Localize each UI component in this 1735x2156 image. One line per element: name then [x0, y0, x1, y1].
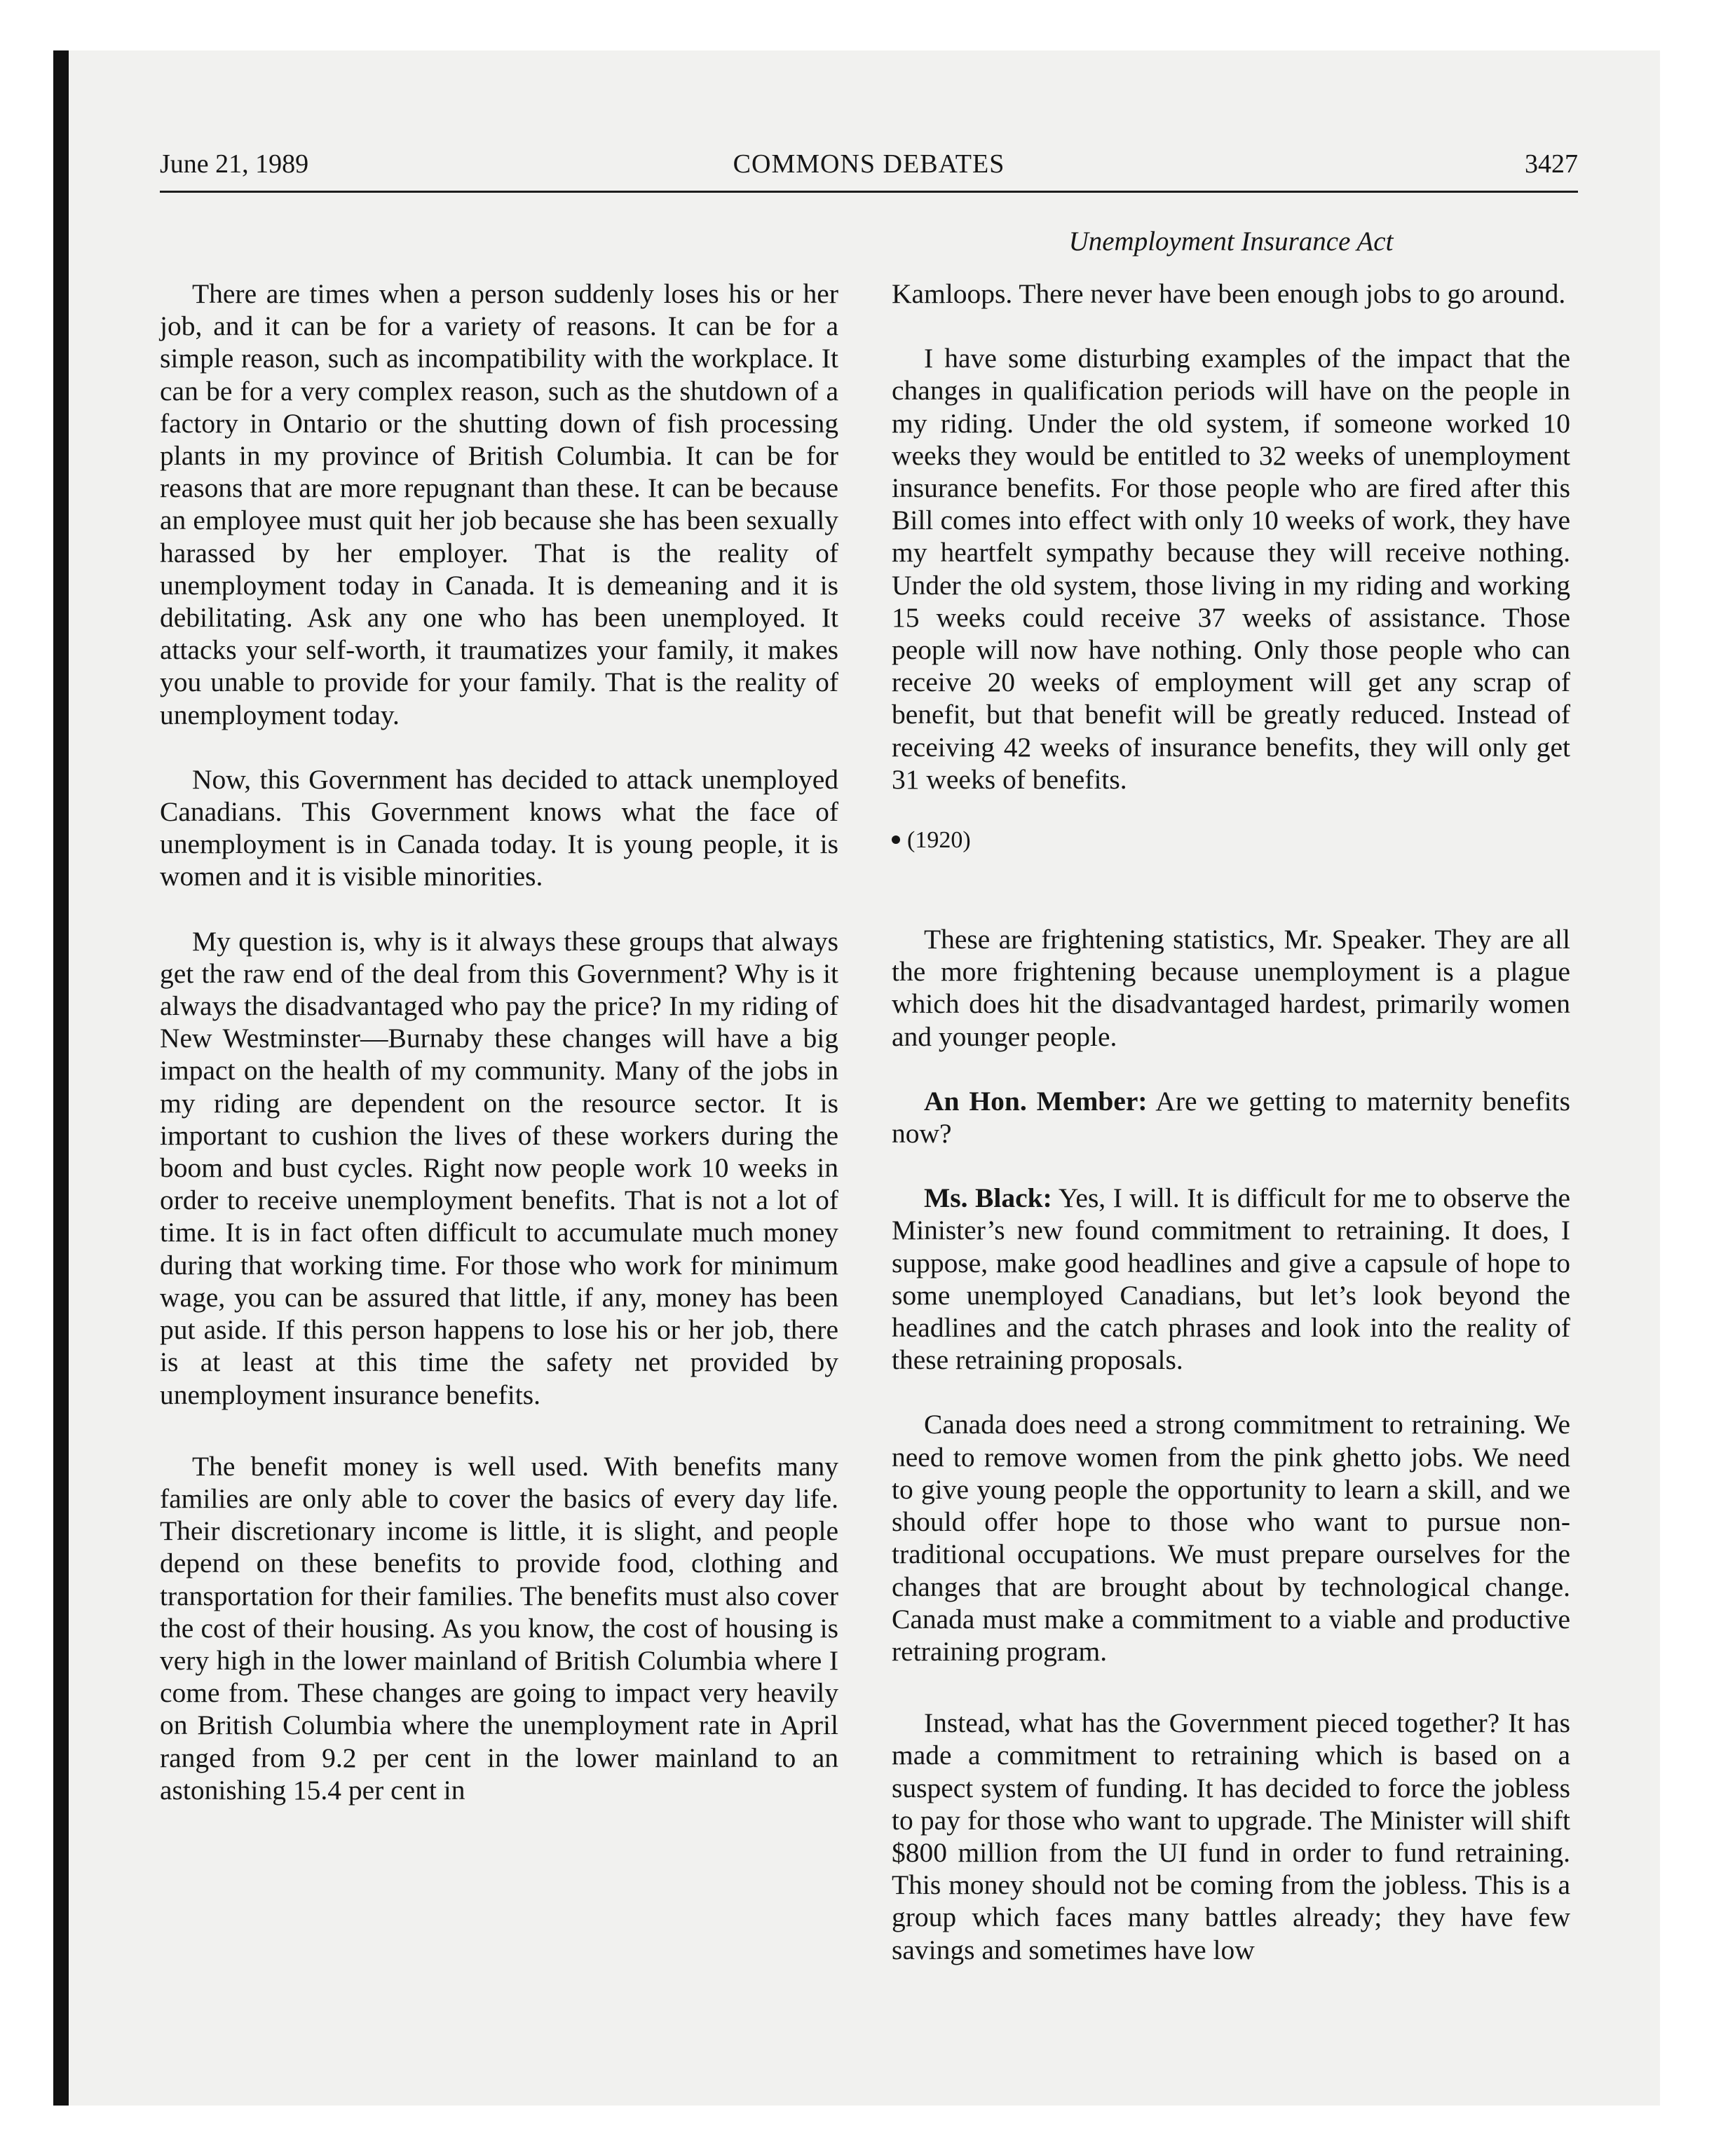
header-title: COMMONS DEBATES [733, 149, 1005, 179]
header-date: June 21, 1989 [160, 149, 309, 179]
time-marker [892, 825, 1570, 856]
paragraph: My question is, why is it always these groups that always get the raw end of the deal from this Government? Why is it always the disadvantaged who pay the price? In my riding of New Westminster—Burnaby these changes will have a big impact on the health of my community. Many of the jobs in my riding are dependent on the resource sector. It is important to cushion the lives of these workers during the boom and bust cycles. Right now people work 10 weeks in order to receive unemployment benefits. That is not a lot of time. It is in fact often difficult to accumulate much money during that working time. For those who work for minimum wage, you can be assured that little, if any, money has been put aside. If this person happens to lose his or her job, there is at least at this time the safety net provided by unemployment insurance benefits. [160, 925, 838, 1410]
speech-text: Yes, I will. It is difficult for me to observe the Minister’s new found commitment to retraining. It does, I suppose, make good headlines and give a capsule of hope to some unemployed Canadians, but let’s look beyond the headlines and the catch phrases and look into the reality of these retraining proposals. [892, 1182, 1570, 1376]
page-header [160, 143, 1578, 193]
paragraph: Instead, what has the Government pieced together? It has made a commitment to retraining which is based on a suspect system of funding. It has decided to force the jobless to pay for those who want to upgrade. The Minister will shift $800 million from the UI fund in order to fund retraining. This money should not be coming from the jobless. This is a group which faces many battles already; they have few savings and sometimes have low [892, 1707, 1570, 1965]
paragraph: These are frightening statistics, Mr. Speaker. They are all the more frightening because unemployment is a plague which does hit the disadvantaged hardest, primarily women and younger people. [892, 924, 1570, 1052]
speech [892, 1182, 1570, 1376]
speaker-name: An Hon. Member: [924, 1085, 1148, 1117]
paragraph: Now, this Government has decided to attack unemployed Canadians. This Government knows what the face of unemployment is in Canada today. It is young people, it is women and it is visible minorities. [160, 763, 838, 892]
paragraph: I have some disturbing examples of the impact that the changes in qualification periods will have on the people in my riding. Under the old system, if someone worked 10 weeks they would be entitled to 32 weeks of unemployment insurance benefits. For those people who are fired after this Bill comes into effect with only 10 weeks of work, they have my heartfelt sympathy because they will receive nothing. Under the old system, those living in my riding and working 15 weeks could receive 37 weeks of assistance. Those people will now have nothing. Only those people who can receive 20 weeks of employment will get any scrap of benefit, but that benefit will be greatly reduced. Instead of receiving 42 weeks of insurance benefits, they will only get 31 weeks of benefits. [892, 343, 1570, 795]
continued-paragraph: Kamloops. There never have been enough jobs to go around. [892, 278, 1566, 309]
interjection [892, 1085, 1570, 1149]
speech-text: Are we getting to maternity benefits now? [892, 1085, 1570, 1149]
time-marker-text: (1920) [907, 827, 971, 854]
left-column [160, 278, 838, 1838]
running-head: Unemployment Insurance Act [1068, 226, 1394, 257]
bullet-icon [892, 835, 900, 844]
right-column [892, 278, 1570, 1998]
header-page-number: 3427 [1525, 149, 1578, 179]
paragraph: Canada does need a strong commitment to retraining. We need to remove women from the pink ghetto jobs. We need to give young people the opportunity to learn a skill, and we should offer hope to those who want to pursue non-traditional occupations. We must prepare ourselves for the changes that are brought about by technological change. Canada must make a commitment to a viable and productive retraining program. [892, 1409, 1570, 1667]
paragraph: There are times when a person suddenly loses his or her job, and it can be for a variety of reasons. It can be for a simple reason, such as incompatibility with the workplace. It can be for a very complex reason, such as the shutdown of a factory in Ontario or the shutting down of fish processing plants in my province of British Columbia. It can be for reasons that are more repugnant than these. It can be because an employee must quit her job because she has been sexually harassed by her employer. That is the reality of unemployment today in Canada. It is demeaning and it is debilitating. Ask any one who has been unemployed. It attacks your self-worth, it traumatizes your family, it makes you unable to provide for your family. That is the reality of unemployment today. [160, 278, 838, 730]
speaker-name: Ms. Black: [924, 1182, 1052, 1214]
paragraph: The benefit money is well used. With benefits many families are only able to cover the basics of every day life. Their discretionary income is little, it is slight, and people depend on these benefits to provide food, clothing and transportation for their families. The benefits must also cover the cost of their housing. As you know, the cost of housing is very high in the lower mainland of British Columbia where I come from. These changes are going to impact very heavily on British Columbia where the unemployment rate in April ranged from 9.2 per cent in the lower mainland to an astonishing 15.4 per cent in [160, 1450, 838, 1806]
